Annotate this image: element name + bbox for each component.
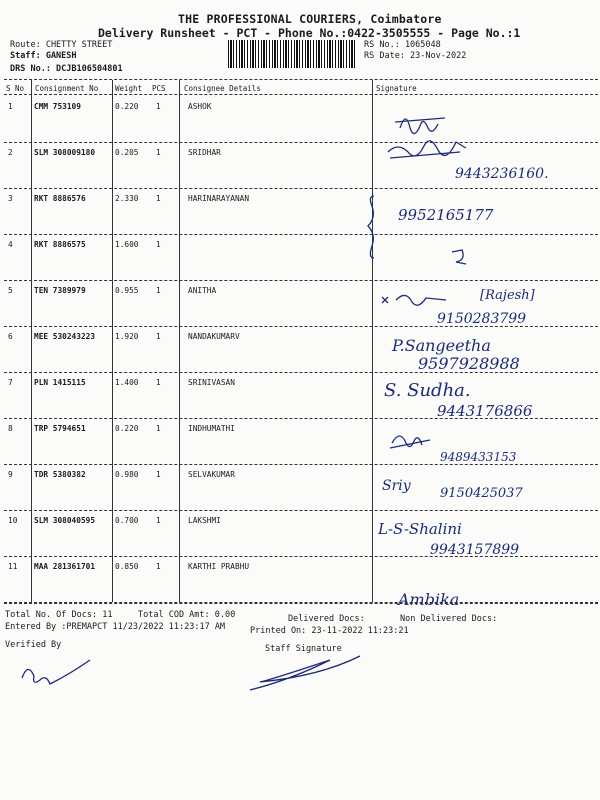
column-header-signature: Signature (376, 84, 417, 93)
row-weight: 1.400 (115, 378, 139, 387)
column-header-sno: S No (6, 84, 25, 93)
signature-phone-row-8: 9489433153 (440, 450, 517, 464)
row-pcs: 1 (156, 562, 161, 571)
row-weight: 2.330 (115, 194, 139, 203)
row-consignment: TDR 5380382 (34, 470, 86, 479)
company-title: THE PROFESSIONAL COURIERS, Coimbatore (178, 12, 442, 26)
row-sno: 5 (8, 286, 13, 295)
row-weight: 0.205 (115, 148, 139, 157)
row-consignee: KARTHI PRABHU (188, 562, 250, 571)
signature-phone-row-2: 9443236160. (455, 166, 549, 182)
signature-name-row-5: [Rajesh] (480, 288, 535, 303)
row-consignee: SELVAKUMAR (188, 470, 235, 479)
row-weight: 0.220 (115, 102, 139, 111)
row-sno: 2 (8, 148, 13, 157)
row-consignee: NANDAKUMARV (188, 332, 240, 341)
row-consignment: TEN 7389979 (34, 286, 86, 295)
row-pcs: 1 (156, 194, 161, 203)
signature-name-row-11: Ambika (398, 590, 460, 609)
row-weight: 0.980 (115, 470, 139, 479)
staff-label: Staff: GANESH (10, 51, 77, 61)
route-label: Route: CHETTY STREET (10, 40, 113, 50)
column-header-weight: Weight (115, 84, 143, 93)
column-divider (112, 80, 113, 602)
staff-signature-label: Staff Signature (265, 644, 342, 654)
column-divider (372, 80, 373, 602)
row-pcs: 1 (156, 148, 161, 157)
row-sno: 11 (8, 562, 18, 571)
row-consignment: RKT 8886576 (34, 194, 86, 203)
signature-phone-row-7: 9443176866 (437, 402, 533, 420)
row-consignment: RKT 8886575 (34, 240, 86, 249)
row-consignee: SRIDHAR (188, 148, 221, 157)
row-consignee: HARINARAYANAN (188, 194, 250, 203)
row-pcs: 1 (156, 102, 161, 111)
table-top-rule (4, 79, 598, 80)
row-consignment: PLN 1415115 (34, 378, 86, 387)
row-sno: 10 (8, 516, 18, 525)
row-sno: 7 (8, 378, 13, 387)
rs-date: RS Date: 23-Nov-2022 (364, 51, 467, 61)
printed-on: Printed On: 23-11-2022 11:23:21 (250, 626, 409, 636)
entered-by: Entered By :PREMAPCT 11/23/2022 11:23:17 AM (5, 622, 226, 632)
column-header-consignee: Consignee Details (184, 84, 261, 93)
column-divider (179, 80, 180, 602)
signature-name-row-10: L-S-Shalini (378, 520, 462, 538)
row-pcs: 1 (156, 516, 161, 525)
signature-phone-row-3: 9952165177 (398, 206, 494, 224)
row-sno: 6 (8, 332, 13, 341)
row-consignment: CMM 753109 (34, 102, 81, 111)
runsheet-subtitle: Delivery Runsheet - PCT - Phone No.:0422-3505555 - Page No.:1 (98, 26, 521, 40)
row-consignee: LAKSHMI (188, 516, 221, 525)
row-consignee: ASHOK (188, 102, 212, 111)
rs-number: RS No.: 1065048 (364, 40, 441, 50)
row-consignment: SLM 308009180 (34, 148, 96, 157)
non-delivered-docs: Non Delivered Docs: (400, 614, 498, 624)
row-consignment: TRP 5794651 (34, 424, 86, 433)
row-weight: 0.700 (115, 516, 139, 525)
signature-phone-row-9: 9150425037 (440, 486, 523, 501)
signature-name-row-6: P.Sangeetha (392, 336, 491, 355)
row-weight: 0.220 (115, 424, 139, 433)
row-pcs: 1 (156, 470, 161, 479)
row-consignment: MAA 281361701 (34, 562, 96, 571)
footer-signatures (0, 640, 600, 700)
row-weight: 1.600 (115, 240, 139, 249)
row-pcs: 1 (156, 424, 161, 433)
row-pcs: 1 (156, 286, 161, 295)
signature-name-row-7: S. Sudha. (384, 380, 471, 401)
row-consignment: MEE 530243223 (34, 332, 96, 341)
verified-by-label: Verified By (5, 640, 62, 650)
signature-phone-row-10: 9943157899 (430, 542, 520, 558)
row-weight: 0.850 (115, 562, 139, 571)
total-cod-amount: Total COD Amt: 0.00 (138, 610, 236, 620)
row-weight: 1.920 (115, 332, 139, 341)
column-header-consignment: Consignment No (35, 84, 99, 93)
row-pcs: 1 (156, 240, 161, 249)
table-header-rule (4, 94, 598, 95)
drs-number: DRS No.: DCJB106504801 (10, 64, 123, 74)
delivered-docs: Delivered Docs: (288, 614, 365, 624)
row-sno: 8 (8, 424, 13, 433)
table-bottom-rule (4, 603, 598, 604)
row-sno: 1 (8, 102, 13, 111)
row-consignee: ANITHA (188, 286, 217, 295)
signature-phone-row-6: 9597928988 (418, 354, 520, 373)
row-consignment: SLM 308040595 (34, 516, 96, 525)
column-header-pcs: PCS (152, 84, 166, 93)
row-pcs: 1 (156, 378, 161, 387)
row-sno: 9 (8, 470, 13, 479)
row-pcs: 1 (156, 332, 161, 341)
column-divider (31, 80, 32, 602)
barcode (228, 40, 356, 68)
row-consignee: INDHUMATHI (188, 424, 235, 433)
signature-phone-row-5: 9150283799 (437, 311, 527, 327)
signature-scribble-row-9: Sriy (382, 478, 411, 494)
row-weight: 0.955 (115, 286, 139, 295)
row-sno: 4 (8, 240, 13, 249)
total-docs: Total No. Of Docs: 11 (5, 610, 113, 620)
row-consignee: SRINIVASAN (188, 378, 235, 387)
row-sno: 3 (8, 194, 13, 203)
